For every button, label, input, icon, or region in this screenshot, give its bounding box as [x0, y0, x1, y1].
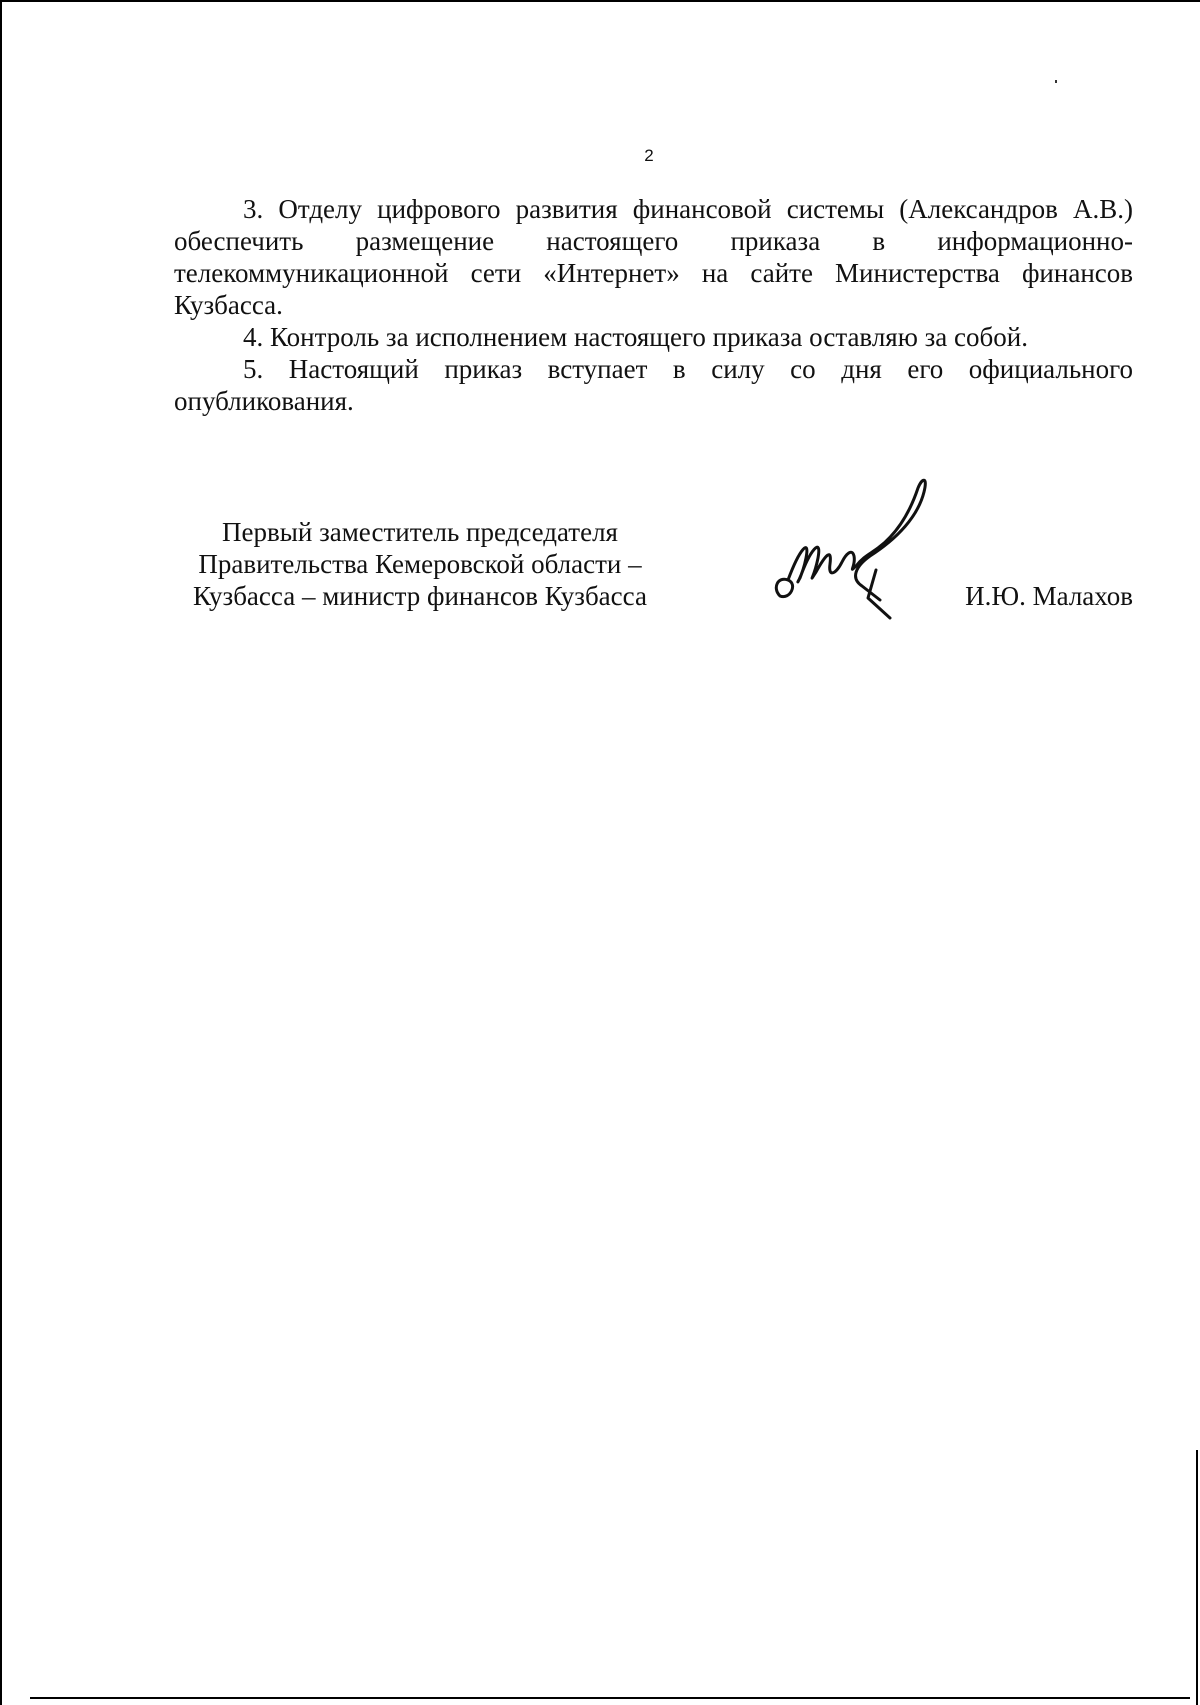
paragraph-3: 3. Отделу цифрового развития финансовой системы (Александров А.В.) обеспечить размещение настоящего приказа в информационно-телекоммуникационной сети «Интернет» на сайте Министерства финансов Кузбасса. [174, 194, 1133, 320]
page-number: 2 [644, 146, 654, 165]
scan-edge-top [0, 0, 1200, 2]
scan-edge-bottom [30, 1697, 1190, 1699]
signatory-name: И.Ю. Малахов [965, 581, 1133, 611]
signatory-title [160, 516, 680, 612]
scan-edge-right [1196, 1450, 1198, 1705]
scan-speck [1055, 80, 1057, 83]
document-body [174, 193, 1133, 417]
signatory-title-line: Первый заместитель председателя [222, 517, 618, 547]
paragraph-5: 5. Настоящий приказ вступает в силу со дня его официального опубликования. [174, 354, 1133, 416]
signatory-title-line: Кузбасса – министр финансов Кузбасса [193, 581, 647, 611]
paragraph-4: 4. Контроль за исполнением настоящего приказа оставляю за собой. [243, 322, 1028, 352]
scan-edge-left [0, 0, 2, 1705]
signatory-title-line: Правительства Кемеровской области – [198, 549, 642, 579]
handwritten-signature [770, 478, 960, 628]
